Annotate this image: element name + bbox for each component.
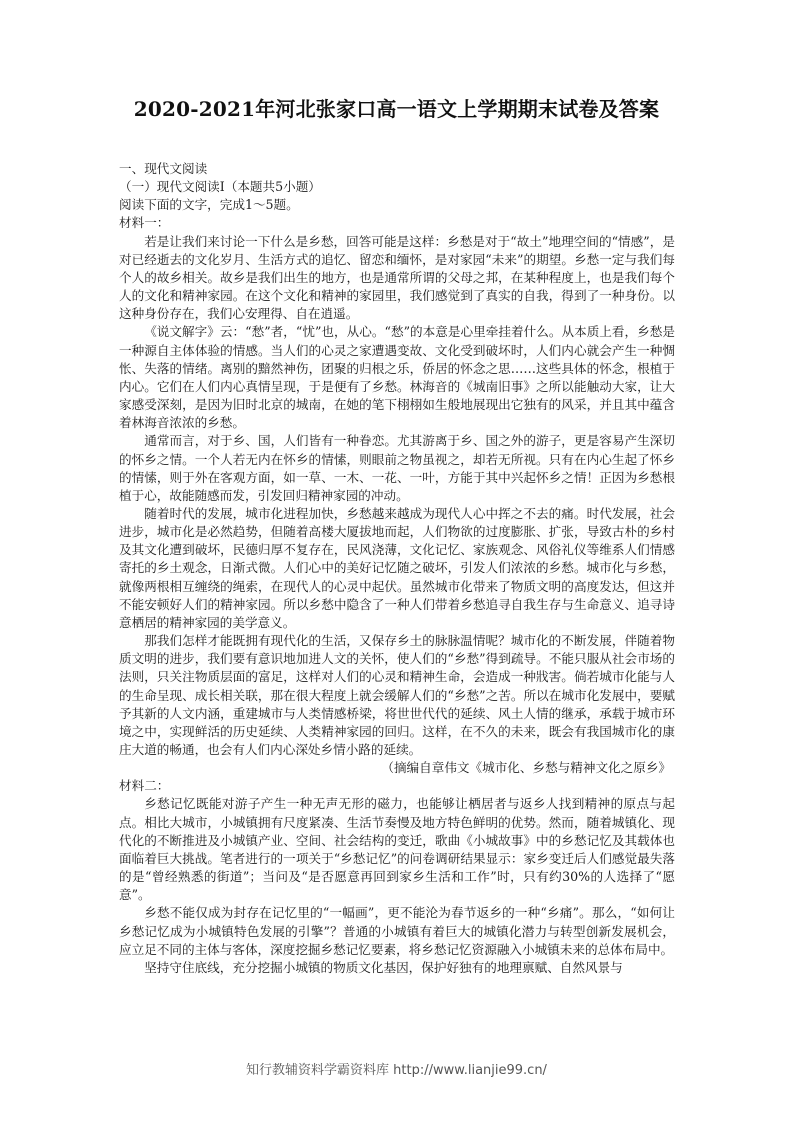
section-heading: 一、现代文阅读 xyxy=(119,161,208,176)
material2-paragraph: 乡愁记忆既能对游子产生一种无声无形的磁力，也能够让栖居者与返乡人找到精神的原点与起点。相比大城市，小城镇拥有尺度紧凑、生活节奏慢及地方特色鲜明的优势。然而，随着城镇化、现代化的不断推进及小城镇产业、空间、社会结构的变迁，歌曲《小城故事》中的乡愁记忆及其载体也面临着巨大挑战。笔者进行的一项关于“乡愁记忆”的问卷调研结果显示：家乡变迁后人们感觉最失落的是“曾经熟悉的街道”；当问及“是否愿意再回到家乡生活和工作”时，只有约30%的人选择了“愿意”。 xyxy=(119,796,675,903)
material1-paragraph: 若是让我们来讨论一下什么是乡愁，回答可能是这样：乡愁是对于“故土”地理空间的“情感”，是对已经逝去的文化岁月、生活方式的追忆、留恋和缅怀，是对家园“未来”的期望。乡愁一定与我们每个人的故乡相关。故乡是我们出生的地方，也是通常所谓的父母之邦，在某种程度上，也是我们每个人的文化和精神家园。在这个文化和精神的家园里，我们感觉到了真实的自我，得到了一种身份。以这种身份存在，我们心安理得、自在逍遥。 xyxy=(119,233,675,322)
material1-paragraph: 那我们怎样才能既拥有现代化的生活，又保存乡土的脉脉温情呢？城市化的不断发展，伴随着物质文明的进步，我们要有意识地加进人文的关怀，使人们的“乡愁”得到疏导。不能只服从社会市场的法则，只关注物质层面的富足，这样对人们的心灵和精神生命，会造成一种戕害。倘若城市化能与人的生命呈现、成长相关联，那在很大程度上就会缓解人们的“乡愁”之苦。所以在城市化发展中，要赋予其新的人文内涵，重建城市与人类情感桥梁，将世世代代的延续、风土人情的继承，承载于城市环境之中，实现鲜活的历史延续、人类精神家园的回归。这样，在不久的未来，既会有我国城市化的康庄大道的畅通，也会有人们内心深处乡情小路的延续。 xyxy=(119,633,675,757)
instruction-text: 阅读下面的文字，完成1～5题。 xyxy=(119,197,299,213)
material1-label: 材料一： xyxy=(119,215,170,231)
subsection-heading: （一）现代文阅读Ⅰ（本题共5小题） xyxy=(119,179,321,195)
material2-paragraph: 乡愁不能仅成为封存在记忆里的“一幅画”，更不能沦为春节返乡的一种“乡痛”。那么，“如何让乡愁记忆成为小城镇特色发展的引擎”？普通的小城镇有着巨大的城镇化潜力与转型创新发展机会，应立足不同的主体与客体，深度挖掘乡愁记忆要素，将乡愁记忆资源融入小城镇未来的总体布局中。 xyxy=(119,905,675,957)
material2-label: 材料二： xyxy=(119,778,170,794)
material2-paragraph: 坚持守住底线，充分挖掘小城镇的物质文化基因，保护好独有的地理禀赋、自然风景与 xyxy=(144,959,623,975)
material1-paragraph: 通常而言，对于乡、国，人们皆有一种眷恋。尤其游离于乡、国之外的游子，更是容易产生深切的怀乡之情。一个人若无内在怀乡的情愫，则眼前之物虽视之，却若无所视。只有在内心生起了怀乡的情愫，则于外在客观方面，如一草、一木、一花、一叶，方能于其中兴起怀乡之情！正因为乡愁根植于心，故能随感而发，引发回归精神家园的冲动。 xyxy=(119,433,675,503)
document-body xyxy=(119,160,675,977)
footer-watermark: 知行教辅资料学霸资料库 http://www.lianjie99.cn/ xyxy=(246,1063,547,1078)
material1-paragraph: 《说文解字》云：“愁”者，“忧”也，从心。“愁”的本意是心里牵挂着什么。从本质上看，乡愁是一种源自主体体验的情感。当人们的心灵之家遭遇变故、文化受到破坏时，人们内心就会产生一种惆怅、失落的情绪。离别的黯然神伤，团聚的归根之乐，侨居的怀念之思……这些具体的怀念，根植于内心。它们在人们内心真情呈现，于是便有了乡愁。林海音的《城南旧事》之所以能触动大家，让大家感受深刻，是因为旧时北京的城南，在她的笔下栩栩如生般地展现出它独有的风采，并且其中蕴含着林海音浓浓的乡愁。 xyxy=(119,324,675,431)
document-title: 2020-2021年河北张家口高一语文上学期期末试卷及答案 xyxy=(133,97,660,121)
material1-source: （摘编自章伟文《城市化、乡愁与精神文化之原乡》 xyxy=(381,760,671,776)
material1-paragraph: 随着时代的发展，城市化进程加快，乡愁越来越成为现代人心中挥之不去的痛。时代发展，社会进步，城市化是必然趋势，但随着高楼大厦拔地而起，人们物欲的过度膨胀、扩张，导致古朴的乡村及其文化遭到破坏，民德归厚不复存在，民风浇薄，文化记忆、家族观念、风俗礼仪等维系人们情感寄托的乡土观念，日渐式微。人们心中的美好记忆随之破坏，引发人们浓浓的乡愁。城市化与乡愁，就像两根相互缠绕的绳索，在现代人的心灵中起伏。虽然城市化带来了物质文明的高度发达，但这并不能安顿好人们的精神家园。所以乡愁中隐含了一种人们带着乡愁追寻自我生存与生命意义、追寻诗意栖居的精神家园的美学意义。 xyxy=(119,505,675,630)
